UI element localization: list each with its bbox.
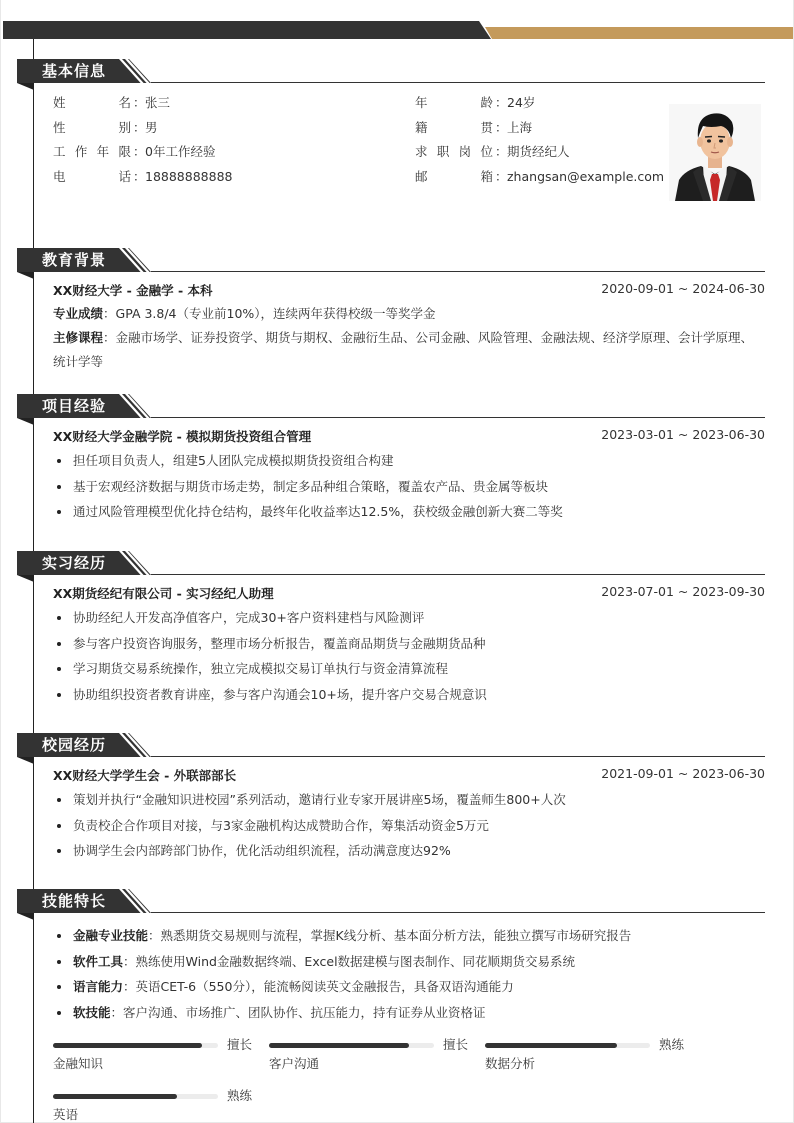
section-fold <box>17 418 34 425</box>
info-value: 期货经纪人 <box>507 144 570 159</box>
section-underline <box>151 82 765 83</box>
internship-dates: 2023-07-01 ~ 2023-09-30 <box>601 584 765 599</box>
skill-name: 客户沟通 <box>269 1056 320 1071</box>
section-fold <box>17 575 34 582</box>
campus-dates: 2021-09-01 ~ 2023-06-30 <box>601 766 765 781</box>
list-item: 通过风险管理模型优化持仓结构，最终年化收益率达12.5%，获校级金融创新大赛二等奖 <box>53 499 765 525</box>
section-fold <box>17 83 34 90</box>
info-value: 24岁 <box>507 95 536 110</box>
skill-name: 金融知识 <box>53 1056 104 1071</box>
info-label: 年 龄 <box>415 95 493 110</box>
info-colon: ： <box>495 95 508 110</box>
section-fold <box>17 272 34 279</box>
campus-entry-header <box>53 763 765 787</box>
section-title: 校园经历 <box>42 736 107 754</box>
section-projects <box>1 394 794 525</box>
courses-value: ：金融市场学、证券投资学、期货与期权、金融衍生品、公司金融、风险管理、金融法规、经济学原理、会计学原理、统计学等 <box>53 330 754 369</box>
list-item: 协调学生会内部跨部门协作，优化活动组织流程，活动满意度达92% <box>53 838 765 864</box>
skill-level: 熟练 <box>227 1088 253 1103</box>
section-underline <box>151 271 765 272</box>
list-item <box>53 923 765 949</box>
section-underline <box>151 574 765 575</box>
section-fold <box>17 757 34 764</box>
progress-track <box>269 1043 434 1048</box>
campus-bullets <box>53 787 765 864</box>
list-item <box>53 949 765 975</box>
info-colon: ： <box>133 168 146 184</box>
section-underline <box>151 756 765 757</box>
section-internship <box>1 551 794 707</box>
education-dates: 2020-09-01 ~ 2024-06-30 <box>601 281 765 296</box>
list-item: 基于宏观经济数据与期货市场走势，制定多品种组合策略，覆盖农产品、贵金属等板块 <box>53 474 765 500</box>
info-value: 0年工作经验 <box>145 144 216 159</box>
info-label: 工 作 年 限 <box>53 144 131 159</box>
header-gold-band <box>485 27 793 39</box>
section-header <box>1 733 794 763</box>
skill-text: ：熟练使用Wind金融数据终端、Excel数据建模与图表制作、同花顺期货交易系统 <box>123 953 576 969</box>
info-colon: ： <box>133 144 146 159</box>
info-value: 张三 <box>145 95 171 110</box>
section-title: 教育背景 <box>42 251 107 269</box>
info-value: 18888888888 <box>145 168 233 184</box>
info-label: 邮 箱 <box>415 168 493 184</box>
section-underline <box>151 417 765 418</box>
info-colon: ： <box>495 168 508 184</box>
progress-fill <box>485 1043 617 1048</box>
internship-entry-header <box>53 581 765 605</box>
info-row <box>53 116 393 140</box>
progress-fill <box>53 1043 202 1048</box>
skill-bullets <box>53 923 765 1025</box>
courses-label: 主修课程 <box>53 330 104 345</box>
section-title: 实习经历 <box>42 554 107 572</box>
skill-level: 擅长 <box>443 1037 469 1052</box>
list-item: 负责校企合作项目对接，与3家金融机构达成赞助合作，筹集活动资金5万元 <box>53 813 765 839</box>
section-title: 技能特长 <box>42 892 107 910</box>
info-label: 求 职 岗 位 <box>415 144 493 159</box>
section-header <box>1 394 794 424</box>
list-item: 协助经纪人开发高净值客户，完成30+客户资料建档与风险测评 <box>53 605 765 631</box>
info-value: 上海 <box>507 119 533 135</box>
section-header <box>1 248 794 278</box>
gpa-line <box>53 302 765 326</box>
list-item: 担任项目负责人，组建5人团队完成模拟期货投资组合构建 <box>53 448 765 474</box>
progress-fill <box>53 1094 177 1099</box>
info-colon: ： <box>495 119 508 135</box>
progress-track <box>53 1043 218 1048</box>
skill-label: 软件工具 <box>73 953 124 969</box>
progress-fill <box>269 1043 409 1048</box>
skill-bar-2 <box>485 1036 685 1080</box>
section-campus <box>1 733 794 864</box>
info-row <box>53 165 393 189</box>
skill-level: 熟练 <box>659 1037 685 1052</box>
section-basic-info <box>1 59 794 89</box>
info-value: 男 <box>145 119 158 135</box>
skill-name: 数据分析 <box>485 1056 536 1071</box>
skill-label: 语言能力 <box>73 979 124 994</box>
school-degree: XX财经大学 - 金融学 - 本科 <box>53 283 213 298</box>
skill-label: 金融专业技能 <box>73 928 149 943</box>
skill-name: 英语 <box>53 1107 79 1122</box>
education-entry-header <box>53 278 765 302</box>
section-header <box>1 551 794 581</box>
campus-title: XX财经大学学生会 - 外联部部长 <box>53 768 237 783</box>
section-title: 基本信息 <box>42 62 107 80</box>
info-label: 籍 贯 <box>415 119 493 135</box>
progress-track <box>53 1094 218 1099</box>
project-dates: 2023-03-01 ~ 2023-06-30 <box>601 427 765 442</box>
skill-bar-1 <box>269 1036 469 1080</box>
info-value: zhangsan@example.com <box>507 168 665 184</box>
internship-title: XX期货经纪有限公司 - 实习经纪人助理 <box>53 586 274 601</box>
skill-text: ：熟悉期货交易规则与流程，掌握K线分析、基本面分析方法，能独立撰写市场研究报告 <box>148 928 632 943</box>
gpa-value: ：GPA 3.8/4（专业前10%），连续两年获得校级一等奖学金 <box>103 306 436 321</box>
gpa-label: 专业成绩 <box>53 306 104 321</box>
info-colon: ： <box>133 95 146 110</box>
section-education <box>1 248 794 374</box>
list-item: 参与客户投资咨询服务，整理市场分析报告，覆盖商品期货与金融期货品种 <box>53 631 765 657</box>
info-label: 姓 名 <box>53 95 131 110</box>
section-skills <box>1 889 794 1025</box>
section-title: 项目经验 <box>42 397 107 415</box>
skill-level: 擅长 <box>227 1037 253 1052</box>
info-row <box>53 91 393 115</box>
skill-bar-3 <box>53 1087 253 1123</box>
project-entry-header <box>53 424 765 448</box>
header-dark-band <box>3 21 491 39</box>
avatar-photo-icon <box>669 104 761 201</box>
skill-text: ：客户沟通、市场推广、团队协作、抗压能力，持有证券从业资格证 <box>110 1004 486 1020</box>
skill-bar-0 <box>53 1036 253 1080</box>
progress-track <box>485 1043 650 1048</box>
section-fold <box>17 913 34 920</box>
list-item: 学习期货交易系统操作，独立完成模拟交易订单执行与资金清算流程 <box>53 656 765 682</box>
skill-text: ：英语CET-6（550分），能流畅阅读英文金融报告，具备双语沟通能力 <box>123 979 514 994</box>
section-header <box>1 59 794 89</box>
list-item <box>53 974 765 1000</box>
courses-line <box>53 326 765 374</box>
avatar <box>669 104 761 201</box>
project-title: XX财经大学金融学院 - 模拟期货投资组合管理 <box>53 429 312 444</box>
list-item <box>53 1000 765 1026</box>
info-label: 电 话 <box>53 168 131 184</box>
section-header <box>1 889 794 919</box>
skill-label: 软技能 <box>73 1004 111 1020</box>
info-label: 性 别 <box>53 119 131 135</box>
section-underline <box>151 912 765 913</box>
info-row <box>53 140 393 164</box>
list-item: 协助组织投资者教育讲座，参与客户沟通会10+场，提升客户交易合规意识 <box>53 682 765 708</box>
internship-bullets <box>53 605 765 707</box>
project-bullets <box>53 448 765 525</box>
list-item: 策划并执行“金融知识进校园”系列活动，邀请行业专家开展讲座5场，覆盖师生800+人次 <box>53 787 765 813</box>
info-colon: ： <box>133 119 146 135</box>
info-colon: ： <box>495 144 508 159</box>
